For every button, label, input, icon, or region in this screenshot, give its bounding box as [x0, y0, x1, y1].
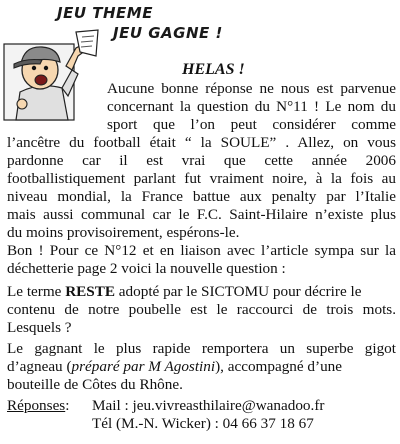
phone-line: Tél (M.-N. Wicker) : 04 66 37 18 67 [92, 415, 314, 432]
article-heading: HELAS ! [182, 61, 245, 78]
question-suffix: adopté par le SICTOMU pour décrire le [115, 283, 362, 300]
question-prefix: Le terme [7, 283, 66, 300]
body-line-4: l’ancêtre du football était “ la SOULE” . Allez, on vous [7, 134, 396, 151]
body-line-5: pardonne car il est vrai que cette année 2006 [7, 152, 396, 169]
body-line-11: déchetterie page 2 voici la nouvelle question : [7, 260, 286, 277]
question-line-1 [7, 283, 396, 302]
prize-line-1: Le gagnant le plus rapide remportera un superbe gigot [7, 340, 396, 357]
replies-colon: : [65, 397, 70, 414]
prize-prefix: d’agneau ( [7, 358, 72, 375]
question-line-3: Lesquels ? [7, 319, 72, 336]
question-keyword: RESTE [65, 283, 115, 300]
body-line-1: Aucune bonne réponse ne nous est parvenue [107, 80, 396, 97]
mail-line[interactable]: Mail : jeu.vivreasthilaire@wanadoo.fr [92, 397, 325, 414]
body-line-9: du moins provisoirement, espérons-le. [7, 224, 240, 241]
prize-line-3: bouteille de Côtes du Rhône. [7, 376, 183, 393]
replies-label-line [7, 397, 69, 416]
body-line-8: mais aussi communal car le F.C. Saint-Hilaire n’existe plus [7, 206, 396, 223]
body-line-6: footballistiquement parlant fut vraiment noire, à la fois au [7, 170, 396, 187]
prize-credit: préparé par M Agostini [71, 358, 216, 375]
header-line-2: JEU GAGNE ! [113, 24, 223, 42]
body-line-10: Bon ! Pour ce N°12 et en liaison avec l’article sympa sur la [7, 242, 396, 259]
replies-label: Réponses [7, 397, 66, 414]
prize-suffix: ), accompagné d’une [215, 358, 343, 375]
body-line-2: concernant la question du N°11 ! Le nom du [107, 98, 396, 115]
prize-line-2 [7, 358, 396, 377]
header-line-1: JEU THEME [57, 4, 153, 22]
body-line-7: niveau mondial, la France battue aux penalty par l’Italie [7, 188, 396, 205]
question-line-2: contenu de notre poubelle est le raccourci de trois mots. [7, 301, 396, 318]
cheering-kid-illustration [2, 26, 102, 122]
body-line-3: sport que l’on peut considérer comme [107, 116, 396, 133]
